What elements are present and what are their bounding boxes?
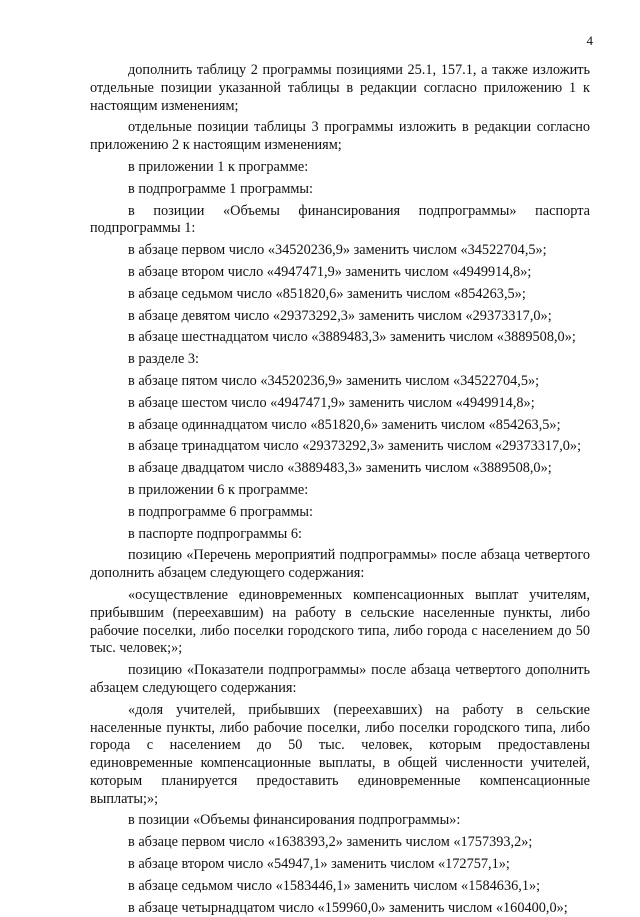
paragraph: в абзаце девятом число «29373292,3» заменить числом «29373317,0»;	[128, 307, 552, 324]
paragraph: «доля учителей, прибывших (переехавших) на работу в сельские населенные пункты, либо рабочие поселки, либо поселки городского типа, либо города с населением до 50 тыс. человек, которым предоставлены единовременные компенсационные выплаты, в общей численности учителей, которым планируется предоставить единовременные компенсационные выплаты;»;	[90, 701, 590, 807]
paragraph: в абзаце четырнадцатом число «159960,0» заменить числом «160400,0»;	[128, 899, 568, 916]
paragraph: дополнить таблицу 2 программы позициями 25.1, 157.1, а также изложить отдельные позиции указанной таблицы в редакции согласно приложению 1 к настоящим изменениям;	[90, 62, 590, 114]
paragraph: в абзаце шестом число «4947471,9» заменить числом «4949914,8»;	[128, 394, 535, 411]
paragraph: в абзаце тринадцатом число «29373292,3» заменить числом «29373317,0»;	[128, 438, 582, 455]
paragraph: в подпрограмме 1 программы:	[128, 180, 314, 197]
paragraph: позицию «Перечень мероприятий подпрограммы» после абзаца четвертого дополнить абзацем следующего содержания:	[90, 547, 590, 582]
paragraph: в абзаце двадцатом число «3889483,3» заменить числом «3889508,0»;	[128, 460, 552, 477]
paragraph: в абзаце седьмом число «1583446,1» заменить числом «1584636,1»;	[128, 877, 541, 894]
paragraph: «осуществление единовременных компенсационных выплат учителям, прибывшим (переехавшим) на работу в сельские населенные пункты, либо рабочие поселки, либо поселки городского типа, либо города с населением до 50 тыс. человек;»;	[90, 586, 590, 657]
paragraph: в абзаце первом число «34520236,9» заменить числом «34522704,5»;	[128, 242, 547, 259]
document-body	[90, 62, 590, 917]
paragraph: в абзаце одиннадцатом число «851820,6» заменить числом «854263,5»;	[128, 416, 561, 433]
paragraph: в абзаце втором число «4947471,9» заменить числом «4949914,8»;	[128, 263, 532, 280]
paragraph: в подпрограмме 6 программы:	[128, 503, 314, 520]
paragraph: в абзаце седьмом число «851820,6» заменить числом «854263,5»;	[128, 285, 526, 302]
paragraph: в паспорте подпрограммы 6:	[128, 525, 302, 542]
paragraph: в приложении 1 к программе:	[128, 158, 309, 175]
paragraph: в абзаце втором число «54947,1» заменить числом «172757,1»;	[128, 856, 510, 873]
paragraph: в абзаце первом число «1638393,2» заменить числом «1757393,2»;	[128, 834, 533, 851]
paragraph: позицию «Показатели подпрограммы» после абзаца четвертого дополнить абзацем следующего содержания:	[90, 662, 590, 696]
paragraph: в абзаце шестнадцатом число «3889483,3» заменить числом «3889508,0»;	[128, 329, 576, 346]
paragraph: в приложении 6 к программе:	[128, 481, 309, 498]
paragraph: в позиции «Объемы финансирования подпрограммы»:	[128, 812, 461, 829]
paragraph: в абзаце пятом число «34520236,9» заменить числом «34522704,5»;	[128, 372, 540, 389]
paragraph: в позиции «Объемы финансирования подпрограммы» паспорта подпрограммы 1:	[90, 202, 590, 237]
paragraph: в разделе 3:	[128, 351, 200, 368]
page-number: 4	[586, 33, 593, 48]
paragraph: отдельные позиции таблицы 3 программы изложить в редакции согласно приложению 2 к настоящим изменениям;	[90, 119, 590, 154]
